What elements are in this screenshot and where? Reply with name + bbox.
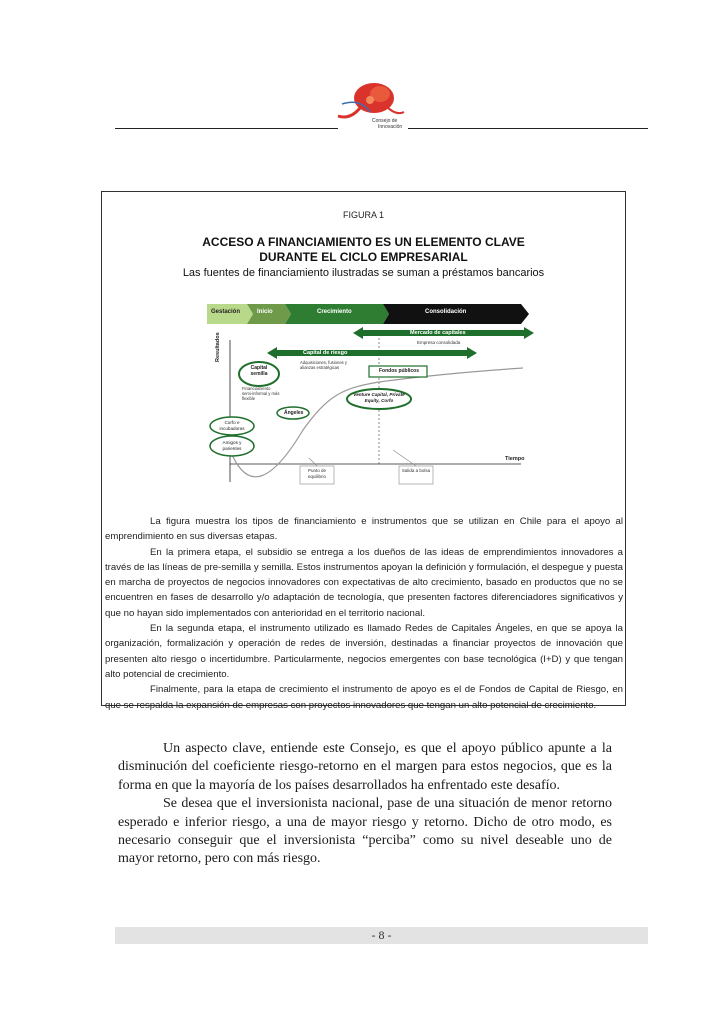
header-rule-right: [408, 128, 648, 129]
financing-diagram: [203, 300, 543, 485]
punto-label: Punto de equilibrio: [307, 468, 326, 479]
empresa-label: Empresa consolidada: [417, 340, 461, 345]
page-number: - 8 -: [371, 928, 392, 942]
figure-paragraph-1: La figura muestra los tipos de financiamiento e instrumentos que se utilizan en Chile para el apoyo al emprendimiento en sus diversas etapas.: [105, 516, 623, 543]
fondos-label: Fondos públicos: [379, 368, 419, 374]
capital-semilla-label: Capital semilla: [250, 365, 268, 377]
financiamiento-label: Financiamiento semi-informal y más flexible: [242, 386, 280, 401]
corfo-label: Corfo e incubadoras: [219, 420, 245, 431]
body-paragraph-1: Un aspecto clave, entiende este Consejo, es que el apoyo público apunte a la disminución del coeficiente riesgo-retorno en el margen para estos negocios, que es la forma en que la mayoría de los países desarrollados ha enfrentado este desafío.: [118, 741, 612, 793]
figure-label: FIGURA 1: [342, 210, 384, 220]
figure-description: [105, 514, 623, 713]
y-axis-label: Resultados: [215, 332, 221, 362]
phase-gestacion-label: Gestación: [211, 309, 241, 315]
header-rule-left: [115, 128, 338, 129]
capital-riesgo-label: Capital de riesgo: [303, 350, 348, 356]
body-text: [118, 740, 612, 869]
figure-paragraph-2: En la primera etapa, el subsidio se entrega a los dueños de las ideas de emprendimientos innovadores a través de las líneas de pre-semilla y semilla. Estos instrumentos apoyan la definición y formulación, el despegue y puesta en marcha de proyectos de negocios innovadores con expectativas de alto crecimiento, basado en productos que no se encuentren en fases de desarrollo y/o adaptación de tecnología, que presenten factores diferenciadores significativos y que no hayan sido implementados con anterioridad en el territorio nacional.: [105, 546, 623, 619]
phase-consolidacion-label: Consolidación: [425, 309, 467, 315]
figure-paragraph-4: Finalmente, para la etapa de crecimiento el instrumento de apoyo es el de Fondos de Capital de Riesgo, en que se respalda la expansión de empresas con proyectos innovadores que tengan un alto potencial de crecimiento.: [105, 684, 623, 711]
figure-subtitle: Las fuentes de financiamiento ilustradas se suman a préstamos bancarios: [182, 267, 545, 279]
figure-title: ACCESO A FINANCIAMIENTO ES UN ELEMENTO CLAVE DURANTE EL CICLO EMPRESARIAL: [202, 235, 525, 264]
venture-label: Venture Capital, Private Equity, Corfo: [353, 392, 405, 403]
phase-inicio-label: Inicio: [257, 309, 273, 315]
angeles-label: Ángeles: [284, 410, 304, 416]
amigos-label: Amigos y parientes: [222, 440, 242, 451]
business-cycle-curve: [230, 368, 523, 477]
figure-box: [101, 191, 626, 711]
x-axis-label: Tiempo: [505, 456, 525, 462]
mercado-label: Mercado de capitales: [410, 330, 466, 336]
body-paragraph-2: Se desea que el inversionista nacional, pase de una situación de menor retorno esperado e inferior riesgo, a una de mayor riesgo y retorno. Dicho de otro modo, es necesario conseguir que el inversionista “perciba” como su nivel deseable uno de mayor retorno, pero con más riesgo.: [118, 796, 612, 867]
phase-crecimiento-label: Crecimiento: [317, 309, 352, 315]
figure-paragraph-3: En la segunda etapa, el instrumento utilizado es llamado Redes de Capitales Ángeles, en que se apoya la organización, formalización y operación de redes de inversión, destinadas a financiar proyectos de innovación que presenten alto riesgo o incertidumbre. Particularmente, negocios emergentes con base tecnológica (I+D) y que tengan alto potencial de crecimiento.: [105, 623, 623, 680]
logo-caption: Consejo de Innovación: [372, 118, 403, 130]
footer-bar: [115, 927, 648, 944]
salida-label: Salida a bolsa: [401, 468, 431, 473]
adquisiciones-label: Adquisiciones, fusiones y alianzas estratégicas: [300, 360, 348, 370]
